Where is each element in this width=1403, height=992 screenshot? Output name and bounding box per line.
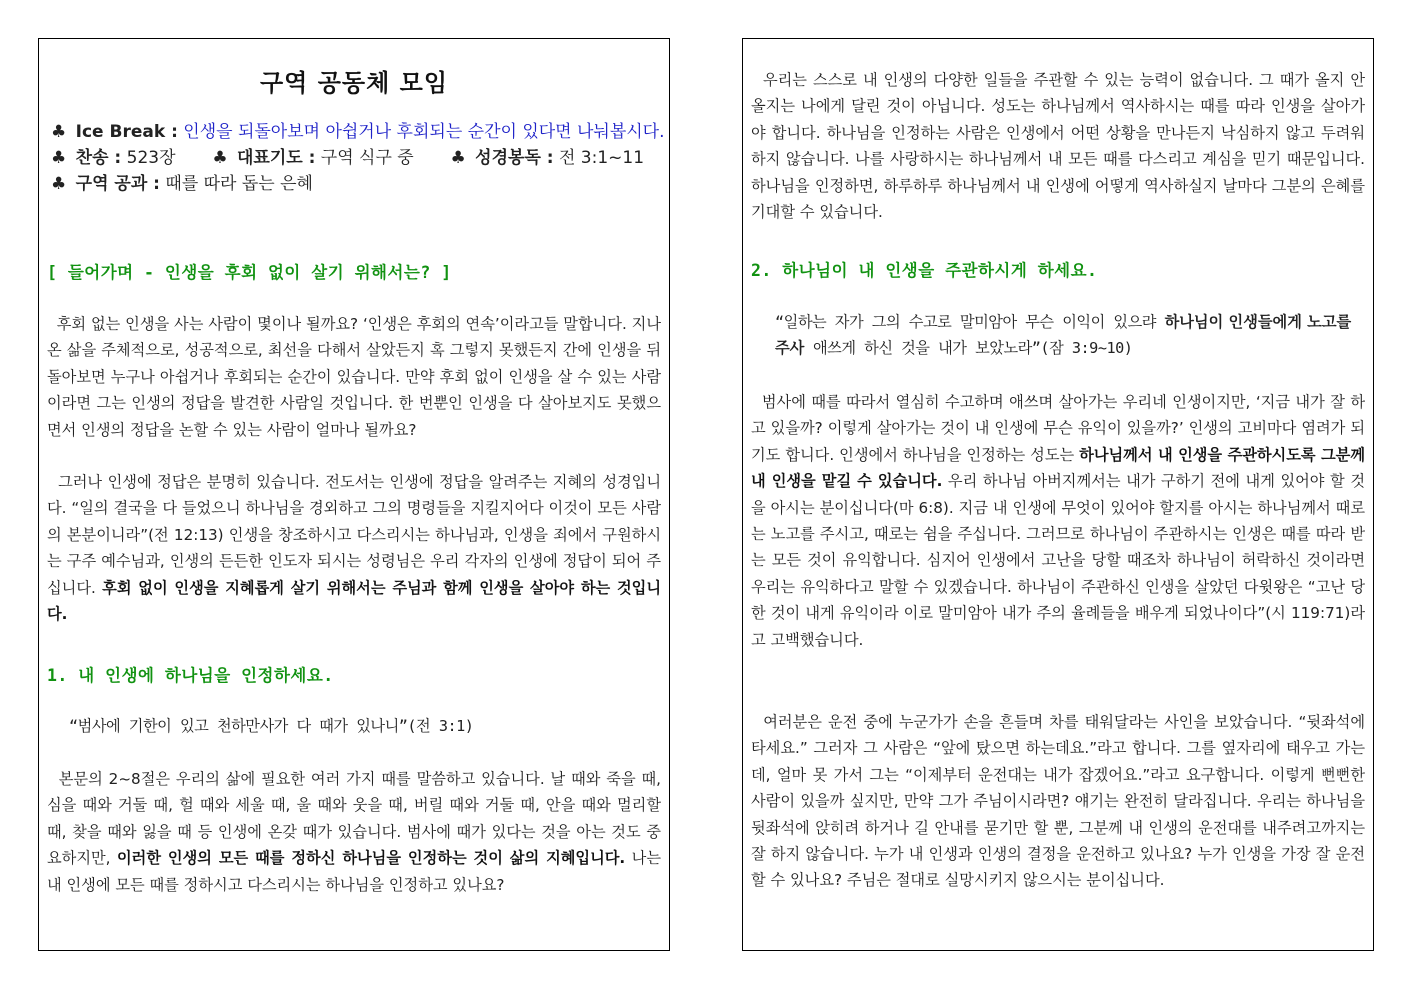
club-icon: ♣ — [51, 174, 67, 194]
sec2-quote-emphasis: 하나님이 인생들에게 노고를 주사 — [775, 313, 1352, 358]
prayer-label: 대표기도 : — [236, 148, 316, 168]
sec2-p-text-end: 우리 하나님 아버지께서는 내가 구하기 전에 내게 있어야 할 것을 아시는 분이십니다(마 6:8). 지금 내 인생에 무엇이 있어야 할지를 아시는 하나님께서 때로는 노고를 주시고, 때로는 쉼을 주십니다. 그러므로 하나님이 주관하시는 인생은 때를 따라 받는 모든 것이 유익합니다. 심지어 인생에서 고난을 당할 때조차 하나님이 허락하신 것이라면 우리는 유익하다고 말할 수 있겠습니다. 하나님이 주관하신 인생을 살았던 다윗왕은 “고난 당한 것이 내게 유익이라 이로 말미암아 내가 주의 율례들을 배우게 되었나이다”(시 119:71)라고 고백했습니다. — [751, 472, 1370, 649]
sec1-p-emphasis: 이러한 인생의 모든 때를 정하신 하나님을 인정하는 것이 삶의 지혜입니다. — [116, 849, 626, 868]
intro-paragraph-1: 후회 없는 인생을 사는 사람이 몇이나 될까요? ‘인생은 후회의 연속’이라고들 말합니다. 지나온 삶을 주체적으로, 성공적으로, 최선을 다해서 살았든지 혹 그렇지 못했든지 간에 인생을 뒤돌아보면 누구나 아쉽거나 후회되는 순간이 있습니다. 만약 후회 없이 인생을 살 수 있는 사람이라면 그는 인생의 정답을 발견한 사람일 것입니다. 한 번뿐인 인생을 다 살아보지도 못했으면서 인생의 정답을 논할 수 있는 사람이 얼마나 될까요? — [47, 315, 662, 439]
intro-heading: [ 들어가며 - 인생을 후회 없이 살기 위해서는? ] — [47, 263, 452, 282]
intro-p2-emphasis: 후회 없이 인생을 지혜롭게 살기 위해서는 주님과 함께 인생을 살아야 하는 것입니다. — [47, 578, 661, 624]
section-2-heading: 2. 하나님이 내 인생을 주관하시게 하세요. — [751, 261, 1098, 280]
reading-label: 성경봉독 : — [475, 148, 554, 168]
right-paragraph-last: 여러분은 운전 중에 누군가가 손을 흔들며 차를 태워달라는 사인을 보았습니다. “뒷좌석에 타세요.” 그러자 그 사람은 “앞에 탔으면 하는데요.”라고 합니다. 그를 옆자리에 태우고 가는데, 얼마 못 가서 그는 “이제부터 운전대는 내가 잡겠어요.”라고 요구합니다. 이렇게 뻔뻔한 사람이 있을까 싶지만, 만약 그가 주님이시라면? 얘기는 완전히 달라집니다. 우리는 하나님을 뒷좌석에 앉히려 하거나 길 안내를 묻기만 할 뿐, 그분께 내 인생의 운전대를 내주려고까지는 잘 하지 않습니다. 누가 내 인생과 인생의 결정을 운전하고 있나요? 누가 인생을 가장 잘 운전할 수 있나요? 주님은 절대로 실망시키지 않으시는 분이십니다. — [751, 713, 1370, 890]
sec2-p-emphasis: 하나님께서 내 인생을 주관하시도록 그분께 내 인생을 맡길 수 있습니다. — [751, 445, 1371, 491]
sec1-p-text: 본문의 2~8절은 우리의 삶에 필요한 여러 가지 때를 말씀하고 있습니다. 날 때와 죽을 때, 심을 때와 거둘 때, 헐 때와 세울 때, 울 때와 웃을 때, 버릴 때와 거둘 때, 안을 때와 멀리할 때, 찾을 때와 잃을 때 등 인생에 온갖 때가 있습니다. 범사에 때가 있다는 것을 아는 것도 중요하지만, — [47, 770, 666, 868]
lesson-label: 구역 공과 : — [75, 174, 160, 194]
info-icebreak — [51, 119, 665, 145]
icebreak-text: 인생을 되돌아보며 아쉽거나 후회되는 순간이 있다면 나눠봅시다. — [183, 122, 665, 142]
section-1-paragraph — [47, 766, 666, 898]
info-lesson — [51, 171, 661, 197]
info-hymn-row — [51, 145, 661, 171]
sec2-p-text: 범사에 때를 따라서 열심히 수고하며 애쓰며 살아가는 우리네 인생이지만, ‘지금 내가 잘 하고 있을까? 이렇게 살아가는 것이 내 인생에 무슨 유익이 있을까?’ 인생의 고비마다 염려가 되기도 합니다. 인생에서 하나님을 인정하는 성도는 — [751, 393, 1366, 464]
section-2-paragraph — [751, 389, 1371, 653]
intro-p2-text: 그러나 인생에 정답은 분명히 있습니다. 전도서는 인생에 정답을 알려주는 지혜의 성경입니다. “일의 결국을 다 들었으니 하나님을 경외하고 그의 명령들을 지킬지어다 이것이 모든 사람의 본분이니라”(전 12:13) 인생을 창조하시고 다스리시는 하나님과, 인생을 죄에서 구원하시는 구주 예수님과, 인생의 든든한 인도자 되시는 성령님은 우리 각자의 인생에 정답이 되어 주십니다. — [47, 473, 662, 597]
icebreak-label: Ice Break : — [75, 122, 178, 142]
page-title: 구역 공동체 모임 — [260, 69, 448, 97]
club-icon: ♣ — [51, 122, 67, 142]
section-1-heading: 1. 내 인생에 하나님을 인정하세요. — [47, 666, 334, 685]
left-page — [38, 38, 670, 951]
hymn-text: 523장 — [126, 148, 176, 168]
sec1-p-text-end: 나는 내 인생에 모든 때를 정하시고 다스리시는 하나님을 인정하고 있나요? — [47, 849, 666, 894]
sec2-quote-text-end: 애쓰게 하신 것을 내가 보았노라”(잠 3:9~10) — [804, 339, 1133, 358]
right-paragraph-1: 우리는 스스로 내 인생의 다양한 일들을 주관할 수 있는 능력이 없습니다. 그 때가 올지 안 올지는 나에게 달린 것이 아닙니다. 성도는 하나님께서 역사하시는 때를 따라 인생을 살아가야 합니다. 하나님을 인정하는 사람은 인생에서 어떤 상황을 만나든지 낙심하지 않고 두려워하지 않습니다. 나를 사랑하시는 하나님께서 내 모든 때를 다스리고 계심을 믿기 때문입니다. 하나님을 인정하면, 하루하루 하나님께서 내 인생에 어떻게 역사하실지 날마다 그분의 은혜를 기대할 수 있습니다. — [751, 71, 1370, 222]
prayer-text: 구역 식구 중 — [320, 148, 414, 168]
right-page — [742, 38, 1374, 951]
section-1-quote: “범사에 기한이 있고 천하만사가 다 때가 있나니”(전 3:1) — [69, 717, 474, 735]
club-icon: ♣ — [450, 148, 466, 168]
club-icon: ♣ — [212, 148, 228, 168]
reading-text: 전 3:1~11 — [558, 148, 645, 168]
hymn-label: 찬송 : — [75, 148, 122, 168]
lesson-text: 때를 따라 돕는 은혜 — [165, 174, 313, 194]
sec2-quote-text: “일하는 자가 그의 수고로 말미암아 무슨 이익이 있으랴 — [775, 313, 1165, 331]
intro-paragraph-2 — [47, 469, 661, 627]
section-2-quote — [775, 309, 1365, 362]
club-icon: ♣ — [51, 148, 67, 168]
